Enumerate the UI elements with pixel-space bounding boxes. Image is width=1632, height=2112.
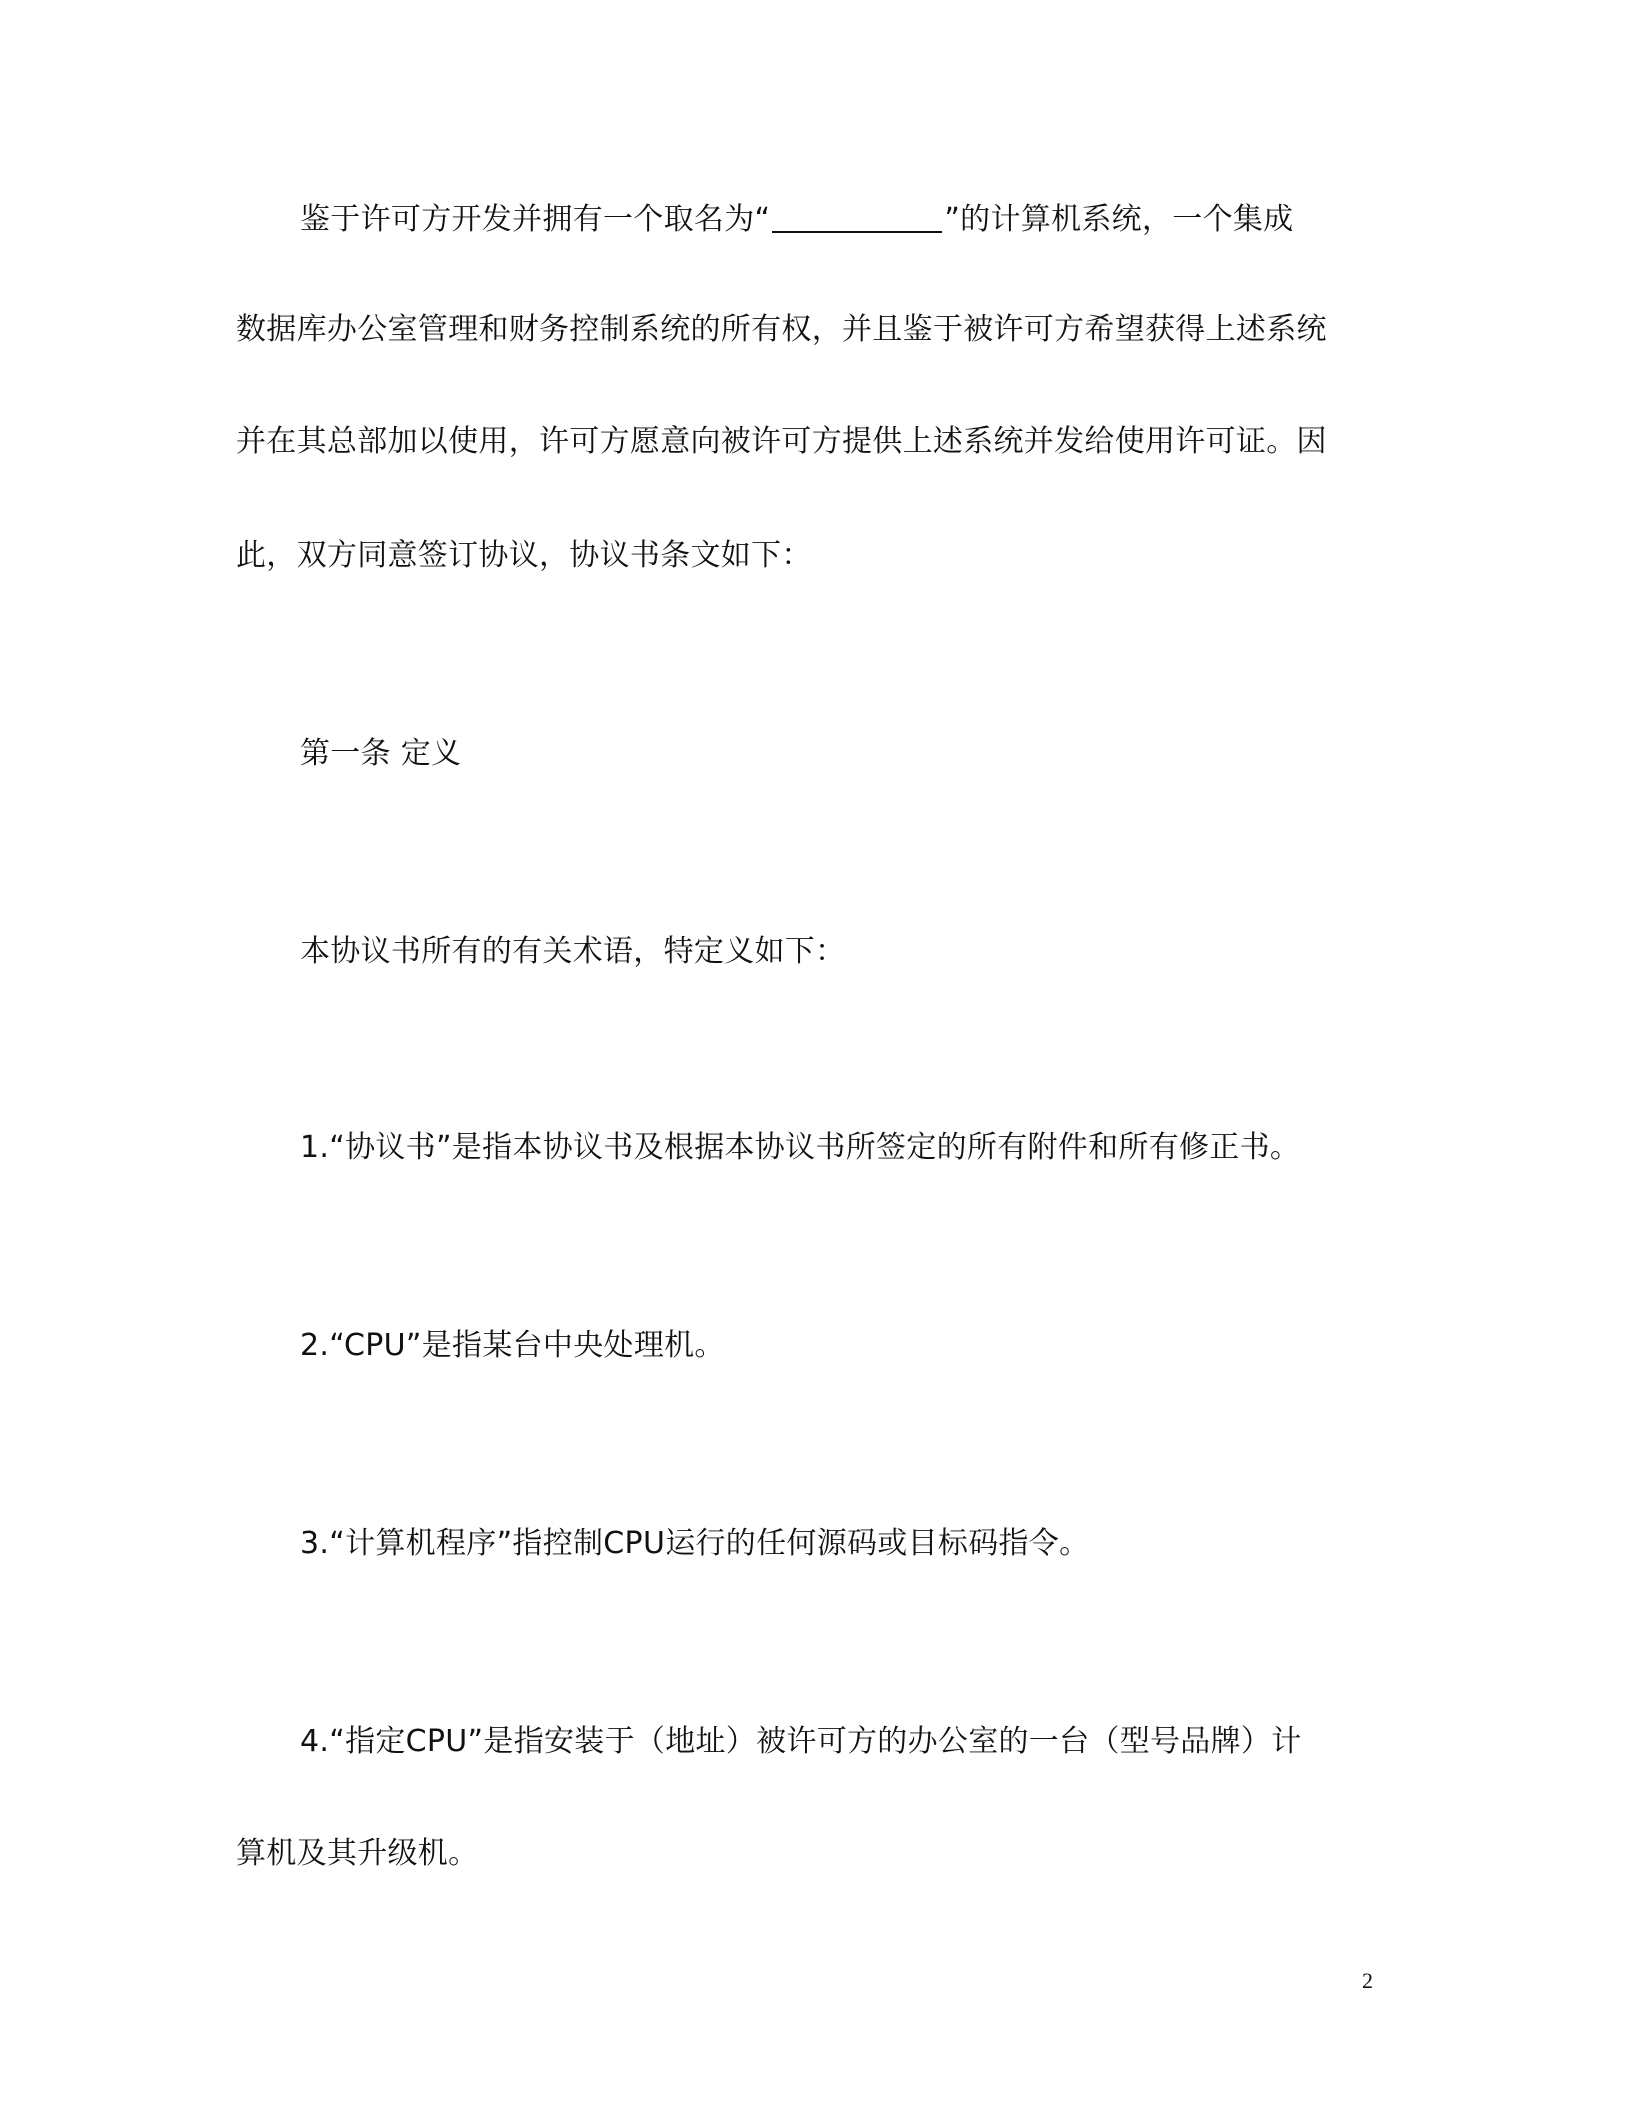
preamble-line-1 (300, 200, 1294, 240)
definition-item-4-line-1: 4.“指定CPU”是指安装于（地址）被许可方的办公室的一台（型号品牌）计 (300, 1724, 1302, 1759)
definition-item-1: 1.“协议书”是指本协议书及根据本协议书所签定的所有附件和所有修正书。 (300, 1130, 1301, 1165)
preamble-line-1-before-blank: 鉴于许可方开发并拥有一个取名为“ (300, 202, 771, 237)
definitions-intro: 本协议书所有的有关术语，特定义如下： (300, 934, 846, 969)
preamble-line-2: 数据库办公室管理和财务控制系统的所有权，并且鉴于被许可方希望获得上述系统 (236, 312, 1327, 347)
definition-item-2: 2.“CPU”是指某台中央处理机。 (300, 1328, 725, 1363)
definition-item-4-line-2: 算机及其升级机。 (236, 1836, 479, 1871)
page-number: 2 (1362, 1968, 1373, 1993)
preamble-line-1-after-blank: ”的计算机系统，一个集成 (944, 202, 1294, 237)
article-heading: 第一条 定义 (300, 736, 462, 771)
system-name-blank (772, 201, 942, 233)
preamble-line-4: 此，双方同意签订协议，协议书条文如下： (236, 538, 812, 573)
definition-item-3: 3.“计算机程序”指控制CPU运行的任何源码或目标码指令。 (300, 1526, 1090, 1561)
preamble-line-3: 并在其总部加以使用，许可方愿意向被许可方提供上述系统并发给使用许可证。因 (236, 424, 1327, 459)
